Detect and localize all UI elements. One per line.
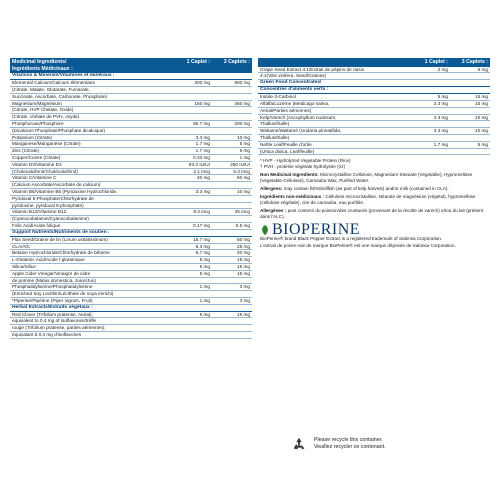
ingredient-name: équivalant à 0,4 mg d'isoflavones — [12, 332, 82, 338]
amount-1-caplet — [168, 87, 210, 93]
ingredient-row — [10, 284, 252, 291]
notes-section — [258, 155, 490, 249]
ingredient-row — [10, 94, 252, 101]
section-heading: Concentrés d'aliments verts : — [258, 87, 490, 94]
pvh-note: † PVH : protéine végétale hydrolysée (riz) — [260, 164, 346, 170]
amount-1-caplet — [168, 196, 210, 202]
recycle-notice — [290, 435, 386, 453]
amount-1-caplet: 66.7 mg — [193, 120, 210, 126]
recycle-text-fr: Veuillez recycler ce contenant. — [314, 444, 386, 450]
section-heading: Herbal Extracts/Extraits végétaux : — [10, 305, 252, 312]
ingredient-row — [10, 141, 252, 148]
amount-1-caplet: 1.7 mg — [195, 141, 210, 147]
ingredient-name: (Dicalcium Phosphate/Phosphate dicalcique) — [12, 127, 106, 133]
amount-1-caplet: 0.17 mg — [193, 222, 210, 228]
ingredient-name: Kelp/Varech (Ascophyllum nodosum, — [260, 114, 337, 120]
ingredient-row — [10, 244, 252, 251]
amount-1-caplet: 5 mg — [199, 263, 210, 269]
ingredient-row — [258, 108, 490, 115]
ingredient-row — [10, 182, 252, 189]
amount-3-caplets: 200 mg — [234, 120, 250, 126]
right-header-col-3-caplets: 3 Caplets : — [461, 59, 488, 65]
ingredient-name: Red Clover (Trifolium pratense, Aerial); — [12, 311, 93, 317]
left-ingredients-panel — [10, 58, 252, 339]
ingredient-name: Folic Acid/Acide folique — [12, 222, 61, 228]
amount-3-caplets: 5 mg — [239, 148, 250, 154]
ingredient-name: Grape Seed Extract 4:1/Extrait de pépins de raisin — [260, 66, 365, 72]
right-ingredient-rows — [258, 67, 490, 156]
hvp-note: * HVP - Hydrolyzed Vegetable Protein (Rice) — [260, 158, 351, 164]
ingredient-row — [10, 312, 252, 319]
ingredient-name: Wakame/Wakamé (Undaria pinnatifida, — [260, 128, 342, 134]
amount-1-caplet: 3.3 mg — [433, 100, 448, 106]
ingredient-name: Thallus/thalle) — [260, 121, 290, 127]
non-medicinal-en: Non Medicinal Ingredients: Microcrystalline Cellulose, Magnesium Stearate (Vegetable), Hypromellose (Vegetable Cellulose), Carnauba Wax, Purified Water. — [260, 172, 473, 184]
right-header-col-1-caplet: 1 Caplet : — [424, 59, 448, 65]
amount-3-caplets: 6 mg — [477, 66, 488, 72]
ingredient-name: (Cholecalciferol/Cholécalciférol) — [12, 168, 78, 174]
amount-1-caplet — [168, 203, 210, 209]
ingredient-row — [10, 175, 252, 182]
ingredient-name: (Urtica dioica, Leaf/feuille) — [260, 148, 315, 154]
ingredient-name: (Citrate, Malate, Glutarate, Fumarate, — [12, 86, 90, 92]
ingredient-row — [10, 250, 252, 257]
ingredient-name: Elemental Calcium/Calcium élémentaire — [12, 80, 96, 86]
ingredient-name: Nettle Leaf/Feuille d'ortie — [260, 141, 312, 147]
amount-1-caplet — [168, 128, 210, 134]
amount-1-caplet: 150 mg — [194, 100, 210, 106]
ingredient-row — [10, 318, 252, 325]
amount-3-caplets — [210, 107, 250, 113]
right-ingredients-header — [258, 58, 490, 67]
amount-3-caplets — [210, 196, 250, 202]
amount-1-caplet — [406, 121, 448, 127]
ingredient-name: Succinate, Ascorbate, Carbonate, Phosphate) — [12, 93, 108, 99]
amount-1-caplet: 16.7 mg — [193, 236, 210, 242]
ingredient-row — [10, 325, 252, 332]
amount-3-caplets — [448, 121, 488, 127]
ingredient-name: Zinc (Citrate) — [12, 148, 40, 154]
amount-1-caplet — [168, 291, 210, 297]
ingredient-row — [10, 196, 252, 203]
amount-1-caplet — [168, 94, 210, 100]
amount-1-caplet — [168, 325, 210, 331]
amount-1-caplet: 83.3 IU/UI — [188, 161, 210, 167]
ingredient-name: Vitamin D3/Vitamine D3 — [12, 161, 62, 167]
section-heading: Green Food Concentrates/ — [258, 80, 490, 87]
amount-1-caplet: 5 mg — [437, 94, 448, 100]
ingredient-row — [10, 298, 252, 305]
recycle-icon — [290, 435, 308, 453]
ingredient-row — [10, 189, 252, 196]
amount-3-caplets: 60 mg — [236, 175, 250, 181]
ingredient-name: Pyridoxal 5-Phosphate/Chlorhydrate de — [12, 195, 94, 201]
amount-1-caplet — [168, 114, 210, 120]
ingredient-row — [10, 162, 252, 169]
amount-1-caplet — [168, 182, 210, 188]
ingredient-row — [10, 264, 252, 271]
ingredient-name: de pomme (Malus domestica, Juice/Jus) — [12, 277, 96, 283]
ingredient-name: 4:1(Vitis vinifera, Seed/Graines) — [260, 73, 327, 79]
right-ingredients-panel — [258, 58, 490, 251]
amount-3-caplets — [448, 73, 488, 79]
amount-3-caplets: 1 mg — [239, 154, 250, 160]
amount-1-caplet — [168, 318, 210, 324]
amount-1-caplet: 3.3 mg — [195, 188, 210, 194]
amount-3-caplets — [210, 332, 250, 338]
amount-1-caplet: 1.7 mg — [433, 141, 448, 147]
amount-3-caplets — [210, 203, 250, 209]
ingredient-name: (Citrate, chélate de PVH, oxyde) — [12, 114, 80, 120]
amount-3-caplets: 15 mg — [236, 270, 250, 276]
amount-3-caplets: 10 mg — [474, 128, 488, 134]
amount-3-caplets: 15 mg — [236, 263, 250, 269]
ingredient-name: Vitamin B6/Vitamine B6 (Pyridoxine Hydrochloride, — [12, 188, 118, 194]
amount-1-caplet: 3.3 mg — [433, 114, 448, 120]
amount-1-caplet — [406, 149, 448, 155]
amount-1-caplet — [168, 107, 210, 113]
ingredient-name: Vitamin B12/Vitamine B12 — [12, 209, 67, 215]
amount-1-caplet: 0.33 mg — [193, 154, 210, 160]
amount-3-caplets — [210, 318, 250, 324]
ingredient-row — [10, 332, 252, 339]
amount-1-caplet: 6.7 mg — [195, 250, 210, 256]
amount-1-caplet — [168, 332, 210, 338]
ingredient-name: Alfalfa/Luzerne (Medicago sativa, — [260, 100, 330, 106]
section-heading: Support Nutrients/Nutriments de soutien : — [10, 230, 252, 237]
ingredient-row — [10, 203, 252, 210]
amount-1-caplet: 8.3 mcg — [193, 209, 210, 215]
ingredient-name: Indole-3-Carbinol — [260, 94, 296, 100]
ingredient-name: rouge (Trifolium pratense, parties aériennes); — [12, 325, 106, 331]
ingredient-name: Thallus/thalle) — [260, 134, 290, 140]
ingredient-name: Apple Cider Vinegar/Vinaigre de cidre — [12, 270, 91, 276]
amount-3-caplets: 6.3 mcg — [233, 168, 250, 174]
ingredient-row — [258, 67, 490, 74]
ingredient-name: (Cyanocobalamin/Cyanocobalamine) — [12, 216, 89, 222]
ingredient-name: Manganese/Manganèse (Citrate) — [12, 141, 81, 147]
amount-1-caplet — [168, 278, 210, 284]
amount-1-caplet: 300 mg — [194, 80, 210, 86]
amount-3-caplets — [448, 108, 488, 114]
amount-1-caplet: 1 mg — [199, 297, 210, 303]
ingredient-name: Betaine Hydrochloride/Chlorhydrate de bétaïne — [12, 250, 110, 256]
ingredient-name: *Piperine/Pipérine (Piper nigrum, Fruit) — [12, 297, 93, 303]
ingredients-header — [10, 58, 252, 73]
ingredient-row — [10, 291, 252, 298]
ingredient-name: Phosphatidylserine/Phosphatidylsérine — [12, 284, 93, 290]
ingredient-row — [10, 169, 252, 176]
ingredient-row — [10, 271, 252, 278]
amount-3-caplets: 450 mg — [234, 100, 250, 106]
bioperine-wordmark: BIOPERINE — [272, 220, 361, 238]
amount-1-caplet: 8.3 mg — [195, 243, 210, 249]
ingredient-row — [258, 128, 490, 135]
leaf-icon — [260, 224, 270, 236]
ingredient-row — [258, 142, 490, 149]
amount-3-caplets: 3 mg — [239, 297, 250, 303]
amount-3-caplets — [210, 182, 250, 188]
amount-3-caplets: 0.5 mg — [235, 222, 250, 228]
ingredient-row — [10, 155, 252, 162]
ingredient-row — [258, 101, 490, 108]
ingredient-row — [258, 115, 490, 122]
ingredient-name: pyridoxine, pyridoxal 5-phosphate) — [12, 202, 84, 208]
amount-3-caplets: 25 mcg — [234, 209, 250, 215]
non-medicinal-fr: Ingrédients non-médicinaux : Cellulose microcristalline, stéarate de magnésium (végétal), hypromellose (cellulose végétale), cire de carnauba, eau purifiée. — [260, 193, 476, 205]
amount-3-caplets — [210, 325, 250, 331]
ingredient-row — [10, 121, 252, 128]
header-title-fr: Ingrédients Médicinaux : — [12, 65, 73, 72]
ingredient-name: CLA/AlC — [12, 243, 30, 249]
amount-3-caplets — [210, 87, 250, 93]
ingredient-row — [10, 128, 252, 135]
left-ingredient-rows — [10, 73, 252, 339]
amount-3-caplets — [210, 278, 250, 284]
amount-3-caplets: 10 mg — [474, 100, 488, 106]
amount-3-caplets: 900 mg — [234, 80, 250, 86]
amount-1-caplet — [406, 135, 448, 141]
amount-3-caplets — [448, 149, 488, 155]
amount-3-caplets: 5 mg — [239, 141, 250, 147]
amount-1-caplet: 5 mg — [199, 270, 210, 276]
ingredient-row — [10, 278, 252, 285]
ingredient-row — [10, 80, 252, 87]
ingredient-row — [10, 148, 252, 155]
amount-1-caplet: 5 mg — [199, 311, 210, 317]
allergens-en: Allergens: may contain fish/shellfish (as part of kelp harvest) and/or milk (contained in CLA). — [260, 185, 449, 191]
amount-1-caplet: 5 mg — [199, 257, 210, 263]
trademark-en: BioPerine® brand Black Pepper Extract is a registered trademark of Sabinsa Corporation. — [260, 235, 443, 241]
ingredient-name: Vitamin C/Vitamine C — [12, 175, 57, 181]
amount-3-caplets: 15 mg — [236, 257, 250, 263]
ingredient-row — [10, 257, 252, 264]
amount-1-caplet: 20 mg — [196, 175, 210, 181]
amount-3-caplets: 25 mg — [236, 243, 250, 249]
ingredient-name: Flax Seed/Graine de lin (Linum usitatissimum) — [12, 236, 108, 242]
amount-3-caplets: 250 IU/UI — [230, 161, 250, 167]
ingredient-row — [10, 209, 252, 216]
allergens-fr: Allergènes : peut contenir du poisson/des crustacés (provenant de la récolte de varech) et/ou du lait (présent dans l'ALC). — [260, 207, 483, 219]
amount-1-caplet: 1.7 mg — [195, 148, 210, 154]
amount-3-caplets — [210, 114, 250, 120]
ingredient-name: (Enriched Soy Lecithin/Lécithine de soya enrichi) — [12, 291, 114, 297]
amount-3-caplets — [210, 128, 250, 134]
amount-3-caplets: 10 mg — [236, 188, 250, 194]
amount-3-caplets — [448, 135, 488, 141]
amount-1-caplet — [406, 108, 448, 114]
ingredient-row — [10, 223, 252, 230]
header-title-en: Medicinal Ingredients/ — [12, 59, 67, 65]
header-col-1-caplet: 1 Caplet : — [186, 59, 210, 65]
ingredient-row — [10, 237, 252, 244]
amount-3-caplets: 20 mg — [236, 250, 250, 256]
ingredient-name: Phosphorous/Phosphore — [12, 120, 64, 126]
amount-3-caplets — [210, 291, 250, 297]
ingredient-name: Copper/Cuivre (Citrate) — [12, 154, 61, 160]
trademark-fr: L'extrait de poivre noir de marque BioPerine® est une marque déposée de Sabinsa Corporation. — [260, 243, 456, 249]
ingredient-name: Magnesium/Magnésium — [12, 100, 62, 106]
amount-1-caplet: 3.3 mg — [433, 128, 448, 134]
ingredient-row — [258, 149, 490, 156]
amount-1-caplet: 3.3 mg — [195, 134, 210, 140]
ingredient-row — [258, 94, 490, 101]
amount-3-caplets: 50 mg — [236, 236, 250, 242]
amount-1-caplet — [168, 216, 210, 222]
ingredient-name: Aerial/Parties aériennes) — [260, 107, 312, 113]
ingredient-row — [258, 135, 490, 142]
ingredient-row — [10, 216, 252, 223]
ingredient-name: Silica/Silice — [12, 263, 36, 269]
amount-3-caplets: 3 mg — [239, 284, 250, 290]
amount-1-caplet: 1 mg — [199, 284, 210, 290]
ingredient-row — [10, 87, 252, 94]
ingredient-name: L-Glutamic Acid/Acide l-glutamique — [12, 257, 85, 263]
amount-1-caplet: 2.1 mcg — [193, 168, 210, 174]
amount-3-caplets: 10 mg — [236, 134, 250, 140]
ingredient-row — [10, 114, 252, 121]
ingredient-name: equivalent to 0.4 mg of Isoflavones/trèfle — [12, 318, 97, 324]
ingredient-name: Potassium (Citrate) — [12, 134, 53, 140]
header-col-3-caplets: 3 Caplets : — [223, 59, 250, 65]
ingredient-row — [258, 121, 490, 128]
ingredient-name: (Citrate, HVP Chelate, Oxide) — [12, 107, 74, 113]
amount-3-caplets: 10 mg — [474, 114, 488, 120]
ingredient-name: (Calcium Ascorbate/Ascorbate de calcium) — [12, 182, 101, 188]
section-heading: Vitamins & Minerals/Vitamines et minéraux : — [10, 73, 252, 80]
amount-1-caplet — [406, 73, 448, 79]
recycle-text-en: Please recycle this container. — [314, 437, 383, 444]
amount-3-caplets — [210, 94, 250, 100]
ingredient-row — [10, 135, 252, 142]
amount-3-caplets — [210, 216, 250, 222]
ingredient-row — [10, 107, 252, 114]
ingredient-row — [10, 101, 252, 108]
amount-1-caplet: 2 mg — [437, 66, 448, 72]
amount-3-caplets: 5 mg — [477, 141, 488, 147]
amount-3-caplets: 15 mg — [236, 311, 250, 317]
amount-3-caplets: 15 mg — [474, 94, 488, 100]
